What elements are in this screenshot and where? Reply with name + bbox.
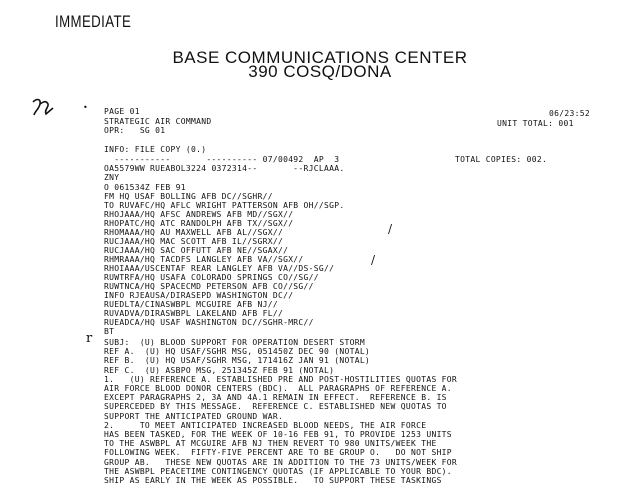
body-line: 2. TO MEET ANTICIPATED INCREASED BLOOD NEEDS, THE AIR FORCE: [104, 420, 427, 430]
body-line: SHIP AS EARLY IN THE WEEK AS POSSIBLE. TO SUPPORT THESE TASKINGS: [104, 476, 442, 485]
body-line: THE ASWBPL PEACETIME CONTINGENCY QUOTAS (IF APPLICABLE TO YOUR BDC).: [104, 466, 452, 476]
page-number: PAGE 01: [104, 107, 140, 116]
margin-tick-mark: /: [371, 253, 376, 267]
unit-total: UNIT TOTAL: 001: [497, 119, 574, 128]
address-line: TO RUVAFC/HQ AFLC WRIGHT PATTERSON AFB OH//SGP.: [104, 201, 345, 210]
precedence-stamp: IMMEDIATE: [55, 12, 132, 31]
address-line: RUEADCA/HQ USAF WASHINGTON DC//SGHR-MRC//: [104, 318, 314, 327]
body-line: 1. (U) REFERENCE A. ESTABLISHED PRE AND POST-HOSTILITIES QUOTAS FOR: [104, 374, 458, 384]
address-line: BT: [104, 327, 115, 336]
body-line: REF A. (U) HQ USAF/SGHR MSG, 051450Z DEC 90 (NOTAL): [104, 347, 371, 357]
opr-line: OPR: SG 01: [104, 126, 166, 135]
zny-line: ZNY: [104, 173, 120, 182]
body-line: SUPERCEDED BY THIS MESSAGE. REFERENCE C. ESTABLISHED NEW QUOTAS TO: [104, 402, 447, 412]
dtg-line: O 061534Z FEB 91: [104, 183, 186, 192]
address-line: FM HQ USAF BOLLING AFB DC//SGHR//: [104, 192, 273, 201]
address-line: RHOIAAA/USCENTAF REAR LANGLEY AFB VA//DS-SG//: [104, 264, 335, 273]
dashes-line: ----------- ---------- 07/00492 AP 3: [104, 155, 340, 164]
header-subtitle: 390 COSQ/DONA: [248, 62, 392, 81]
address-line: RUVADVA/DIRASWBPL LAKELAND AFB FL//: [104, 309, 284, 318]
address-line: RHOPATC/HQ ATC RANDOLPH AFB TX//SGX//: [104, 219, 294, 228]
header-title: BASE COMMUNICATIONS CENTER: [172, 48, 468, 67]
date-time-group: 06/23:52: [549, 109, 590, 118]
body-line: EXCEPT PARAGRAPHS 2, 3A AND 4A.1 REMAIN IN EFFECT. REFERENCE B. IS: [104, 393, 447, 403]
address-line: RHOJAAA/HQ AFSC ANDREWS AFB MD//SGX//: [104, 210, 294, 219]
handwritten-initials-mark: [30, 96, 56, 118]
address-line: RUCJAAA/HQ SAC OFFUTT AFB NE//SGAX//: [104, 246, 289, 255]
body-line: REF B. (U) HQ USAF/SGHR MSG, 171416Z JAN 91 (NOTAL): [104, 356, 371, 366]
body-line: FOLLOWING WEEK. FIFTY-FIVE PERCENT ARE TO BE GROUP O. DO NOT SHIP: [104, 448, 452, 458]
body-line: TO THE ASWBPL AT MCGUIRE AFB NJ THEN REVERT TO 980 UNITS/WEEK THE: [104, 439, 437, 449]
command-name: STRATEGIC AIR COMMAND: [104, 117, 212, 126]
subject-bracket-mark: r: [86, 331, 93, 346]
routing-line: OA5579WW RUEABOL3224 0372314-- --RJCLAAA.: [104, 164, 345, 173]
address-line: RUCJAAA/HQ MAC SCOTT AFB IL//SGRX//: [104, 237, 284, 246]
address-line: RHMRAAA/HQ TACDFS LANGLEY AFB VA//SGX//: [104, 255, 304, 264]
bullet-dot: •: [83, 103, 89, 112]
body-line: GROUP AB. THESE NEW QUOTAS ARE IN ADDITION TO THE 73 UNITS/WEEK FOR: [104, 457, 458, 467]
address-line: INFO RJEAUSA/DIRASEPD WASHINGTON DC//: [104, 291, 294, 300]
margin-tick-mark: /: [388, 222, 393, 236]
address-line: RUWTNCA/HQ SPACECMD PETERSON AFB CO//SG//: [104, 282, 314, 291]
body-line: SUBJ: (U) BLOOD SUPPORT FOR OPERATION DESERT STORM: [104, 338, 365, 347]
address-line: RHOMAAA/HQ AU MAXWELL AFB AL//SGX//: [104, 228, 284, 237]
body-line: HAS BEEN TASKED, FOR THE WEEK OF 10-16 FEB 91, TO PROVIDE 1253 UNITS: [104, 430, 452, 439]
body-line: REF C. (U) ASBPO MSG, 251345Z FEB 91 (NOTAL): [104, 365, 335, 375]
address-line: RUEDLTA/CINASWBPL MCGUIRE AFB NJ//: [104, 300, 278, 309]
total-copies: TOTAL COPIES: 002.: [455, 155, 548, 164]
body-line: SUPPORT THE ANTICIPATED GROUND WAR.: [104, 411, 284, 421]
address-line: RUWTRFA/HQ USAFA COLORADO SPRINGS CO//SG//: [104, 273, 319, 282]
body-line: AIR FORCE BLOOD DONOR CENTERS (BDC). ALL PARAGRAPHS OF REFERENCE A.: [104, 384, 452, 393]
info-line: INFO: FILE COPY (0.): [104, 145, 207, 154]
